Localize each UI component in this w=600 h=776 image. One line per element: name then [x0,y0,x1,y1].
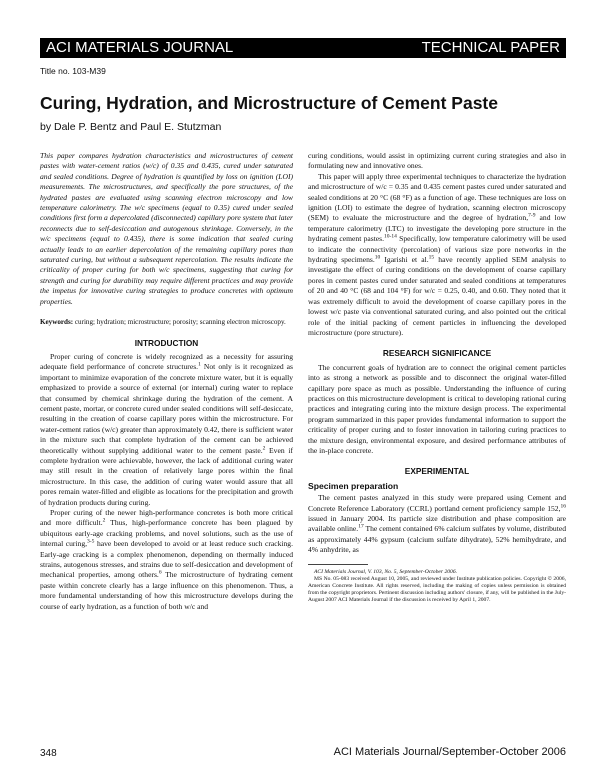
page-number: 348 [40,748,57,759]
keywords-text: curing; hydration; microstructure; porosity; scanning electron microscopy. [74,318,286,327]
experimental-paragraph: The cement pastes analyzed in this study were prepared using Cement and Concrete Reference Laboratory (CCRL) portland cement proficiency sample 152,16 issued in January 2004. Its particle size distribution and phase composition are available online.$^{17}$ The cement contained 6% calcium sulfates by volume, distributed as approximately 44% gypsum (calcium sulfate dihydrate), 52% hemihydrate, and 4% anhydrite, as [308,493,566,555]
footnote [308,569,566,605]
abstract [40,151,293,307]
footnote-divider [308,564,368,565]
ref-superscript: 3-5 [87,538,95,545]
intro-paragraph-1: Proper curing of concrete is widely recognized as a necessity for assuring adequate field performance of concrete structures.$^1$ Not only is it recognized as important to minimize evaporation of the concrete mixture water, but it is equally emphasized to provide a source of external (or internal) curing water to replace that consumed by chemical shrinkage during the hydration of the cement. A cement paste, mortar, or concrete cured under sealed conditions will self-desiccate, resulting in the creation of coarse capillary pores within the microstructure. For water-cement ratios (w/c) greater than approximately 0.42, there is sufficient water in the mixture such that complete hydration of the cement can be achieved theoretically without supplying additional water to the cement paste.$^2$ Even if complete hydration were achievable, however, the lack of additional curing water may still result in the creation of relatively large pores within the final microstructure. In this case, the addition of curing water would assure that all pores remain water-filled and eligible as locations for the precipitation and growth of hydration products during curing. [40,351,294,507]
keywords [40,318,293,327]
footer-journal: ACI Materials Journal/September-October 2006 [333,746,566,758]
ref-superscript: 2 [102,517,106,524]
ref-superscript: 7-9 [528,212,536,219]
journal-header-bar [40,38,566,58]
footnote-journal: ACI Materials Journal, V. 103, No. 5, September-October 2006. [314,568,458,575]
experimental-heading: EXPERIMENTAL [404,466,470,477]
keywords-label: Keywords: [40,318,74,327]
intro-paragraph-3: curing conditions, would assist in optimizing current curing strategies and also in formulating new and innovative ones. [308,151,566,171]
ref-superscript: 6 [158,569,162,576]
ref-superscript: 1 [198,361,201,368]
ref-superscript: 15 [428,254,435,261]
specimen-preparation-heading: Specimen preparation [308,480,399,491]
ref-superscript: 17 [358,523,364,530]
right-column [308,151,566,605]
abstract-text: This paper compares hydration characteristics and microstructures of cement pastes with water-cement ratios (w/c) of 0.35 and 0.435, cured under saturated and sealed conditions. Degree of hydration is quantified by loss on ignition (LOI) measurements. The microstructures, and specifically the pore structures, of the hydrated pastes are evaluated using scanning electron microscopy and low temperature calorimetry. The w/c specimens (equal to 0.35) cured under sealed conditions first form a depercolated (disconnected) capillary pore system that later reconnects due to self-desiccation and autogenous shrinkage. Conversely, in the w/c specimens (equal to 0.435), there is some indication that sealed curing actually leads to an earlier depercolation of the remaining capillary pores than saturated curing, but without a subsequent repercolation. The results indicate the criticality of proper curing for both w/c specimens, suggesting that curing for strength and curing for durability may require different practices and may provide the impetus for innovative curing strategies to produce concretes with optimum properties. [40,151,293,306]
ref-superscript: 16 [560,503,566,510]
introduction-heading: INTRODUCTION [134,337,199,348]
intro-paragraph-4: This paper will apply three experimental techniques to characterize the hydration and microstructure of w/c = 0.35 and 0.435 cement pastes cured under saturated and sealed conditions at 20 °C (68 °F) as a function of age. These techniques are loss on ignition (LOI) to estimate the degree of hydration, scanning electron microscopy (SEM) to evaluate the microstructure and the degree of hydration,$^{7-9}$ and low temperature calorimetry (LTC) to investigate the developing pore structure in the hydrating cement pastes.$^{10-14}$ Specifically, low temperature calorimetry will be used to indicate the connectivity (percolation) of various size pore networks in the hydrating specimens.$^{10}$ Igarishi et al.$^{15}$ have recently applied SEM analysis to investigate the effect of curing conditions on the development of coarse capillary pores in cement pastes cured under saturated and sealed conditions at temperatures of 20 and 40 °C (68 and 104 °F) for w/c = 0.25, 0.40, and 0.60. They noted that it was extremely difficult to avoid the development of coarse capillary pores in the lowest w/c paste via conventional saturated curing, and also pointed out the critical role of the initial packing of cement particles in influencing the developed microstructure (pore structure). [308,171,566,337]
ref-superscript: 10-14 [384,233,397,240]
paper-title: Curing, Hydration, and Microstructure of Cement Paste [40,93,498,113]
journal-name: ACI MATERIALS JOURNAL [46,39,234,56]
ref-superscript: 10 [374,254,381,261]
footnote-ms: MS No. 05-083 received August 10, 2005, and reviewed under Institute publication policies. Copyright © 2006, American Concrete Institute. All rights reserved, including the making of copies unless permission is obtained from the copyright proprietors. Pertinent discussion including authors' closure, if any, will be published in the July-August 2007 ACI Materials Journal if the discussion is received by April 1, 2007. [308,575,566,604]
research-significance-text: The concurrent goals of hydration are to connect the original cement particles into as strong a network as possible and to disconnect the original water-filled capillary pore space as much as possible. Understanding the influence of curing practices on this microstructure development is critical to developing rational curing practices and integrating curing into the mixture design process. The experimental program summarized in this paper provides fundamental information to support the criticality of proper curing and to foster innovation in tailoring curing practices to the mixture design, environmental exposure, and desired performance attributes of the in-place concrete. [308,362,566,455]
paper-type: TECHNICAL PAPER [421,39,560,56]
authors: by Dale P. Bentz and Paul E. Stutzman [40,121,222,133]
research-significance-heading: RESEARCH SIGNIFICANCE [382,348,492,359]
title-number: Title no. 103-M39 [40,66,106,76]
left-column [40,151,293,612]
ref-superscript: 2 [262,445,266,452]
intro-paragraph-2: Proper curing of the newer high-performance concretes is both more critical and more difficult.$^2$ Thus, high-performance concrete has been plagued by ubiquitous early-age cracking problems, and novel solutions, such as the use of internal curing,$^{3-5}$ have been developed to avoid or at least reduce such cracking. Early-age cracking is a complex phenomenon, depending on thermally induced strains, autogenous stresses, and strains due to self-desiccation and development of mechanical properties, among others.$^6$ The microstructure of hydrating cement paste within concrete clearly has a large influence on this phenomenon. Thus, a more fundamental understanding of how this microstructure develops during the course of early hydration, as a function of both w/c and [40,508,294,611]
